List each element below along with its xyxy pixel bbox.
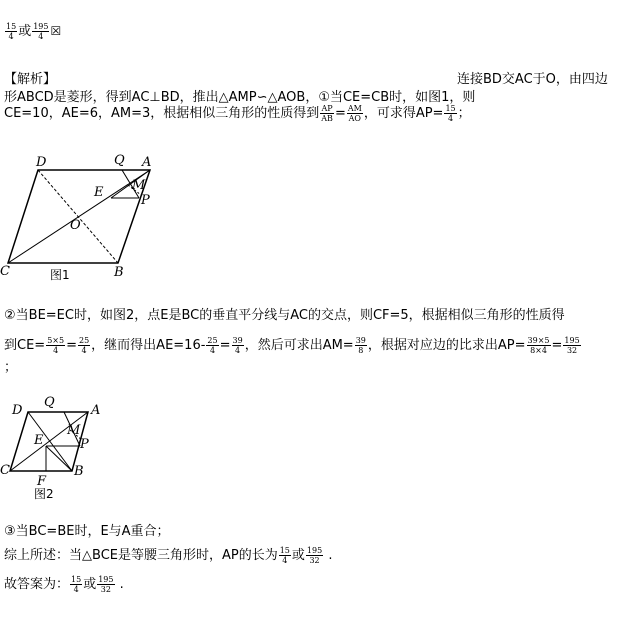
label-D: D xyxy=(36,155,47,170)
case2-line1: ②当BE=EC时，如图2，点E是BC的垂直平分线与AC的交点，则CF=5，根据相似三角形的性质得 xyxy=(4,308,565,323)
fraction: $\frac{195}{32}$ xyxy=(306,546,323,565)
summary-line: 综上所述：当△BCE是等腰三角形时，AP的长为 $\frac{15}{4}$ 或 $\frac{195}{32}$ . xyxy=(4,546,333,565)
fraction: $\frac{39}{4}$ xyxy=(232,336,243,355)
label-B: B xyxy=(74,464,84,479)
label-E: E xyxy=(34,433,44,448)
analysis-tail: 连接BD交AC于O，由四边 xyxy=(457,72,608,87)
label-B: B xyxy=(114,265,124,280)
fraction: $\frac{15}{4}$ xyxy=(445,104,456,123)
label-E: E xyxy=(94,185,104,200)
label-O: O xyxy=(70,218,81,233)
figure-1 xyxy=(0,148,170,283)
answer-line: 故答案为： $\frac{15}{4}$ 或 $\frac{195}{32}$ . xyxy=(4,575,124,594)
label-F: F xyxy=(37,474,47,489)
fraction: $\frac{195}{4}$ xyxy=(33,22,49,41)
label-P: P xyxy=(141,193,150,208)
figure-2-caption: 图2 xyxy=(34,487,54,501)
fraction: $\frac{AM}{AO}$ xyxy=(347,104,362,123)
case3-line: ③当BC=BE时，E与A重合； xyxy=(4,524,170,539)
fraction: $\frac{39\times 5}{8\times 4}$ xyxy=(527,336,550,355)
top-answer: $\frac{15}{4}$ 或 $\frac{195}{4}$ ☒ xyxy=(6,22,62,41)
fraction: $\frac{195}{32}$ xyxy=(564,336,580,355)
fraction: $\frac{AP}{AB}$ xyxy=(321,104,333,123)
analysis-label: 【解析】 xyxy=(4,72,57,87)
figure-1-caption: 图1 xyxy=(50,268,70,282)
fraction: $\frac{195}{32}$ xyxy=(98,575,114,594)
analysis-line3: CE=10，AE=6，AM=3，根据相似三角形的性质得到 $\frac{AP}{AB}$ = $\frac{AM}{AO}$ ，可求得AP= $\frac{15}{4}$ ； xyxy=(4,104,471,123)
fraction: $\frac{25}{4}$ xyxy=(78,336,90,355)
fraction: $\frac{25}{4}$ xyxy=(207,336,218,355)
broken-image-icon: ☒ xyxy=(50,24,62,38)
label-M: M xyxy=(67,423,81,438)
label-C: C xyxy=(0,264,10,279)
fraction: $\frac{5\times 5}{4}$ xyxy=(47,336,65,355)
figure-2 xyxy=(0,392,110,504)
label-M: M xyxy=(132,178,146,193)
analysis-line2: 形ABCD是菱形，得到AC⊥BD，推出△AMP∽△AOB，①当CE=CB时，如图1，则 xyxy=(4,90,476,105)
case2-line3: ； xyxy=(4,360,18,375)
fraction: $\frac{15}{4}$ xyxy=(6,22,17,41)
label-C: C xyxy=(0,463,10,478)
case2-line2: 到CE= $\frac{5\times 5}{4}$ = $\frac{25}{4}$ ，继而得出AE=16- $\frac{25}{4}$ = $\frac{39}{4}$ ，然后可求出AM= $\frac{39}{8}$ ，根据对应边的比求出AP= $\frac{39\times 5}{8\times 4}$ = $\frac{195}{32}$ xyxy=(4,336,580,355)
label-A: A xyxy=(91,403,101,418)
fraction: $\frac{15}{4}$ xyxy=(71,575,82,594)
label-P: P xyxy=(80,437,89,452)
label-Q: Q xyxy=(44,395,55,410)
label-Q: Q xyxy=(114,153,125,168)
label-D: D xyxy=(12,403,23,418)
fraction: $\frac{39}{8}$ xyxy=(355,336,366,355)
label-A: A xyxy=(142,155,152,170)
fraction: $\frac{15}{4}$ xyxy=(279,546,290,565)
